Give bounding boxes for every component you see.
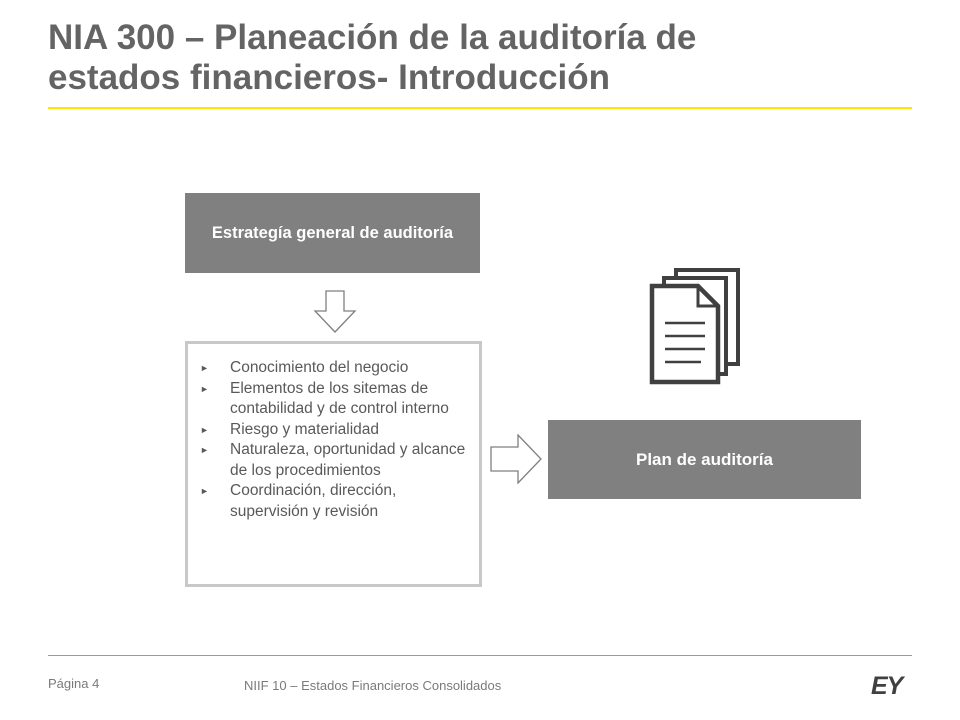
bullet-icon: ► — [200, 363, 209, 373]
strategy-item — [200, 420, 471, 441]
strategy-item-text: Riesgo y materialidad — [230, 420, 380, 438]
footer-divider — [48, 655, 912, 656]
strategy-item-text: Naturaleza, oportunidad y alcance de los procedimientos — [230, 441, 466, 479]
bullet-icon: ► — [200, 383, 209, 394]
audit-plan-label: Plan de auditoría — [636, 449, 773, 469]
right-arrow-icon — [490, 434, 542, 484]
strategy-item — [200, 440, 471, 481]
ey-logo: EY — [871, 672, 903, 700]
footer-title: NIIF 10 – Estados Financieros Consolidados — [244, 678, 502, 693]
documents-icon — [645, 268, 745, 388]
strategy-item — [200, 379, 471, 420]
strategy-item-text: Elementos de los sitemas de contabilidad y de control interno — [230, 379, 449, 417]
page-number: Página 4 — [48, 676, 100, 691]
slide-title — [48, 18, 928, 98]
bullet-icon: ► — [200, 424, 209, 435]
strategy-box — [185, 193, 480, 273]
slide-title-line-2: estados financieros- Introducción — [48, 58, 611, 97]
strategy-label: Estrategía general de auditoría — [211, 224, 454, 242]
strategy-items-box — [185, 341, 482, 587]
down-arrow-icon — [313, 290, 357, 334]
strategy-item — [200, 481, 471, 522]
title-underline — [48, 107, 912, 109]
strategy-item — [200, 358, 471, 379]
strategy-item-text: Conocimiento del negocio — [230, 359, 409, 376]
bullet-icon: ► — [200, 486, 209, 496]
bullet-icon: ► — [200, 445, 209, 455]
slide-title-line-1: NIA 300 – Planeación de la auditoría de — [48, 18, 697, 57]
strategy-item-text: Coordinación, dirección, supervisión y revisión — [230, 482, 397, 520]
strategy-items-list — [188, 344, 479, 522]
audit-plan-box — [548, 420, 861, 499]
